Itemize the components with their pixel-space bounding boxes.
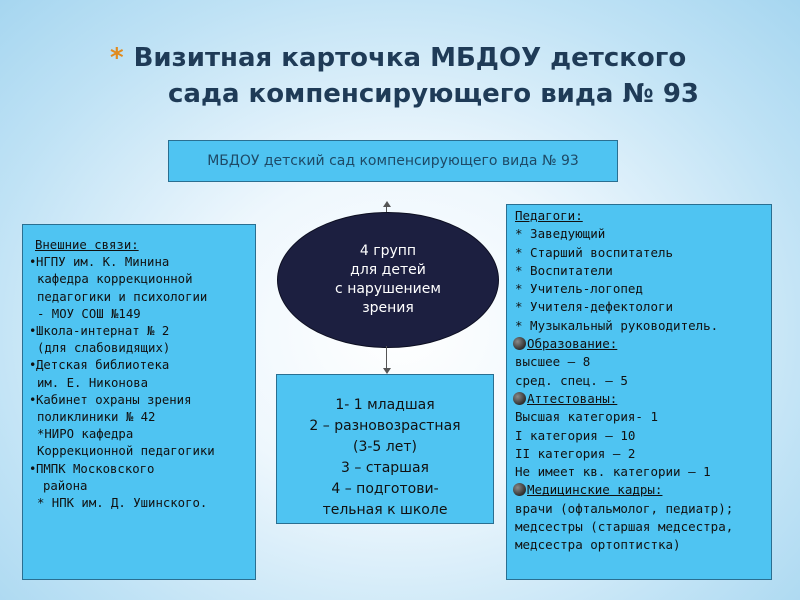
external-links-header: Внешние связи: bbox=[35, 238, 139, 252]
external-link-text: поликлиники № 42 bbox=[37, 410, 156, 425]
teacher-item: * Учитель-логопед bbox=[515, 281, 643, 297]
external-link-item bbox=[29, 443, 251, 460]
ellipse-line: для детей bbox=[350, 262, 426, 278]
teacher-item: * Заведующий bbox=[515, 226, 606, 242]
external-link-text: Кабинет охраны зрения bbox=[36, 392, 192, 407]
bullet-dot-icon bbox=[513, 337, 526, 350]
group-line: (3-5 лет) bbox=[353, 439, 417, 455]
connector-line bbox=[386, 346, 387, 368]
medical-header: Медицинские кадры: bbox=[527, 482, 663, 498]
teacher-item: * Музыкальный руководитель. bbox=[515, 317, 719, 333]
external-link-item bbox=[29, 271, 251, 288]
bullet-dot-icon bbox=[513, 483, 526, 496]
group-line: 3 – старшая bbox=[341, 460, 429, 476]
external-link-text: ПМПК Московского bbox=[36, 461, 155, 476]
external-link-item bbox=[29, 357, 251, 374]
group-line: 4 – подготови- bbox=[331, 481, 439, 497]
group-line: 2 – разновозрастная bbox=[309, 418, 461, 434]
school-name-box: МБДОУ детский сад компенсирующего вида № 93 bbox=[168, 140, 618, 182]
ellipse-line: с нарушением bbox=[335, 281, 441, 297]
external-link-item bbox=[29, 340, 251, 357]
teachers-header: Педагоги: bbox=[515, 208, 583, 223]
arrow-head-top bbox=[383, 201, 391, 207]
teacher-item: * Учителя-дефектологи bbox=[515, 299, 674, 315]
bullet-icon: • bbox=[29, 461, 37, 476]
external-link-text: НГПУ им. К. Минина bbox=[36, 255, 170, 270]
medical-item: врачи (офтальмолог, педиатр); bbox=[515, 500, 734, 516]
attested-item: Высшая категория- 1 bbox=[515, 409, 658, 425]
external-links-list bbox=[29, 254, 251, 512]
groups-count-ellipse bbox=[277, 212, 499, 348]
external-link-text: кафедра коррекционной bbox=[37, 272, 193, 287]
staff-box bbox=[506, 204, 772, 580]
group-line: тельная к школе bbox=[322, 502, 448, 518]
ellipse-line: 4 групп bbox=[359, 243, 417, 259]
medical-item: медсестры (старшая медсестра, bbox=[515, 519, 734, 535]
external-link-item bbox=[29, 392, 251, 409]
attested-item: Не имеет кв. категории – 1 bbox=[515, 464, 711, 480]
external-link-item bbox=[29, 495, 251, 512]
education-item: высшее – 8 bbox=[515, 354, 591, 370]
external-link-item bbox=[29, 254, 251, 271]
bullet-icon: • bbox=[29, 392, 37, 407]
bullet-icon: • bbox=[29, 255, 37, 270]
slide-title bbox=[110, 40, 730, 112]
group-line: 1- 1 младшая bbox=[335, 397, 435, 413]
external-link-text: Коррекционной педагогики bbox=[37, 444, 215, 459]
teacher-item: * Воспитатели bbox=[515, 262, 613, 278]
attested-item: I категория – 10 bbox=[515, 427, 636, 443]
external-link-text: * НПК им. Д. Ушинского. bbox=[37, 496, 208, 511]
external-link-item bbox=[29, 289, 251, 306]
external-link-item bbox=[29, 461, 251, 478]
groups-list-box bbox=[276, 374, 494, 524]
external-link-item bbox=[29, 409, 251, 426]
education-header: Образование: bbox=[527, 336, 618, 352]
title-line-2: сада компенсирующего вида № 93 bbox=[168, 79, 699, 109]
external-link-item bbox=[29, 426, 251, 443]
external-link-text: педагогики и психологии bbox=[37, 289, 208, 304]
attested-header: Аттестованы: bbox=[527, 390, 618, 406]
external-link-text: - МОУ СОШ №149 bbox=[37, 306, 141, 321]
external-link-item bbox=[29, 306, 251, 323]
external-link-text: им. Е. Никонова bbox=[37, 375, 149, 390]
external-link-text: *НИРО кафедра bbox=[37, 427, 134, 442]
external-link-text: Детская библиотека bbox=[36, 358, 170, 373]
teacher-item: * Старший воспитатель bbox=[515, 244, 674, 260]
title-line-1: Визитная карточка МБДОУ детского bbox=[133, 43, 687, 73]
attested-item: II категория – 2 bbox=[515, 445, 636, 461]
title-bullet: * bbox=[110, 43, 124, 73]
bullet-icon: • bbox=[29, 358, 37, 373]
external-link-item bbox=[29, 478, 251, 495]
external-link-item bbox=[29, 375, 251, 392]
bullet-icon: • bbox=[29, 324, 37, 339]
bullet-dot-icon bbox=[513, 392, 526, 405]
external-link-text: Школа-интернат № 2 bbox=[36, 324, 170, 339]
external-link-text: района bbox=[43, 478, 88, 493]
external-link-item bbox=[29, 323, 251, 340]
external-link-text: (для слабовидящих) bbox=[37, 341, 171, 356]
medical-item: медсестра ортоптистка) bbox=[515, 537, 681, 553]
ellipse-line: зрения bbox=[362, 300, 414, 316]
education-item: сред. спец. – 5 bbox=[515, 372, 628, 388]
external-links-box bbox=[22, 224, 256, 580]
